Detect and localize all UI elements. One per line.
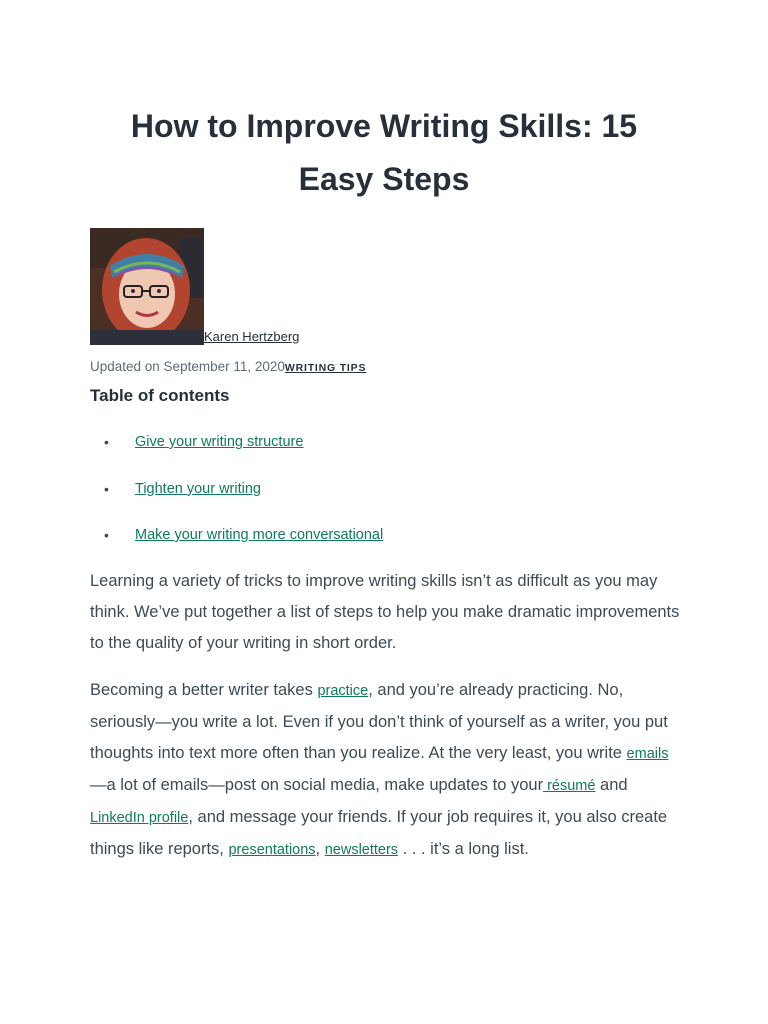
text-span: . . . it’s a long list. <box>398 840 529 858</box>
author-avatar <box>90 228 204 345</box>
updated-date: Updated on September 11, 2020 <box>90 359 285 374</box>
text-span: and <box>595 776 628 794</box>
toc-link-tighten[interactable]: Tighten your writing <box>135 480 261 497</box>
text-span: —a lot of emails—post on social media, make updates to your <box>90 776 544 794</box>
table-of-contents <box>90 431 383 571</box>
toc-item <box>90 524 383 571</box>
article-meta <box>90 359 366 376</box>
author-name-link[interactable]: Karen Hertzberg <box>204 329 300 344</box>
practice-link[interactable]: practice <box>317 683 369 699</box>
toc-link-conversational[interactable]: Make your writing more conversational <box>135 527 384 543</box>
author-block <box>90 228 299 345</box>
text-span: , <box>315 840 325 858</box>
presentations-link[interactable]: presentations <box>228 842 316 858</box>
text-span: Becoming a better writer takes <box>90 681 318 699</box>
toc-item <box>90 478 383 525</box>
emails-link[interactable]: emails <box>626 746 669 762</box>
category-link[interactable]: WRITING TIPS <box>284 362 367 374</box>
toc-link-structure[interactable]: Give your writing structure <box>135 434 304 450</box>
linkedin-profile-link[interactable]: LinkedIn profile <box>90 810 189 826</box>
text-span: , and you’re already practicing. No, seriously—you write a lot. Even if you don’t think of yourself as a writer, you put thoughts into text more often than you realize. At the very least, you write <box>90 681 668 762</box>
toc-item <box>90 431 383 478</box>
body-paragraph <box>90 675 680 866</box>
text-span: , and message your friends. If your job requires it, you also create things like reports, <box>90 808 668 858</box>
page-title: How to Improve Writing Skills: 15 Easy Steps <box>130 108 638 197</box>
newsletters-link[interactable]: newsletters <box>324 842 399 858</box>
toc-heading: Table of contents <box>90 386 230 405</box>
intro-paragraph: Learning a variety of tricks to improve writing skills isn’t as difficult as you may think. We’ve put together a list of steps to help you make dramatic improvements to the quality of your writing in short order. <box>90 572 680 652</box>
resume-link[interactable]: résumé <box>543 778 596 794</box>
